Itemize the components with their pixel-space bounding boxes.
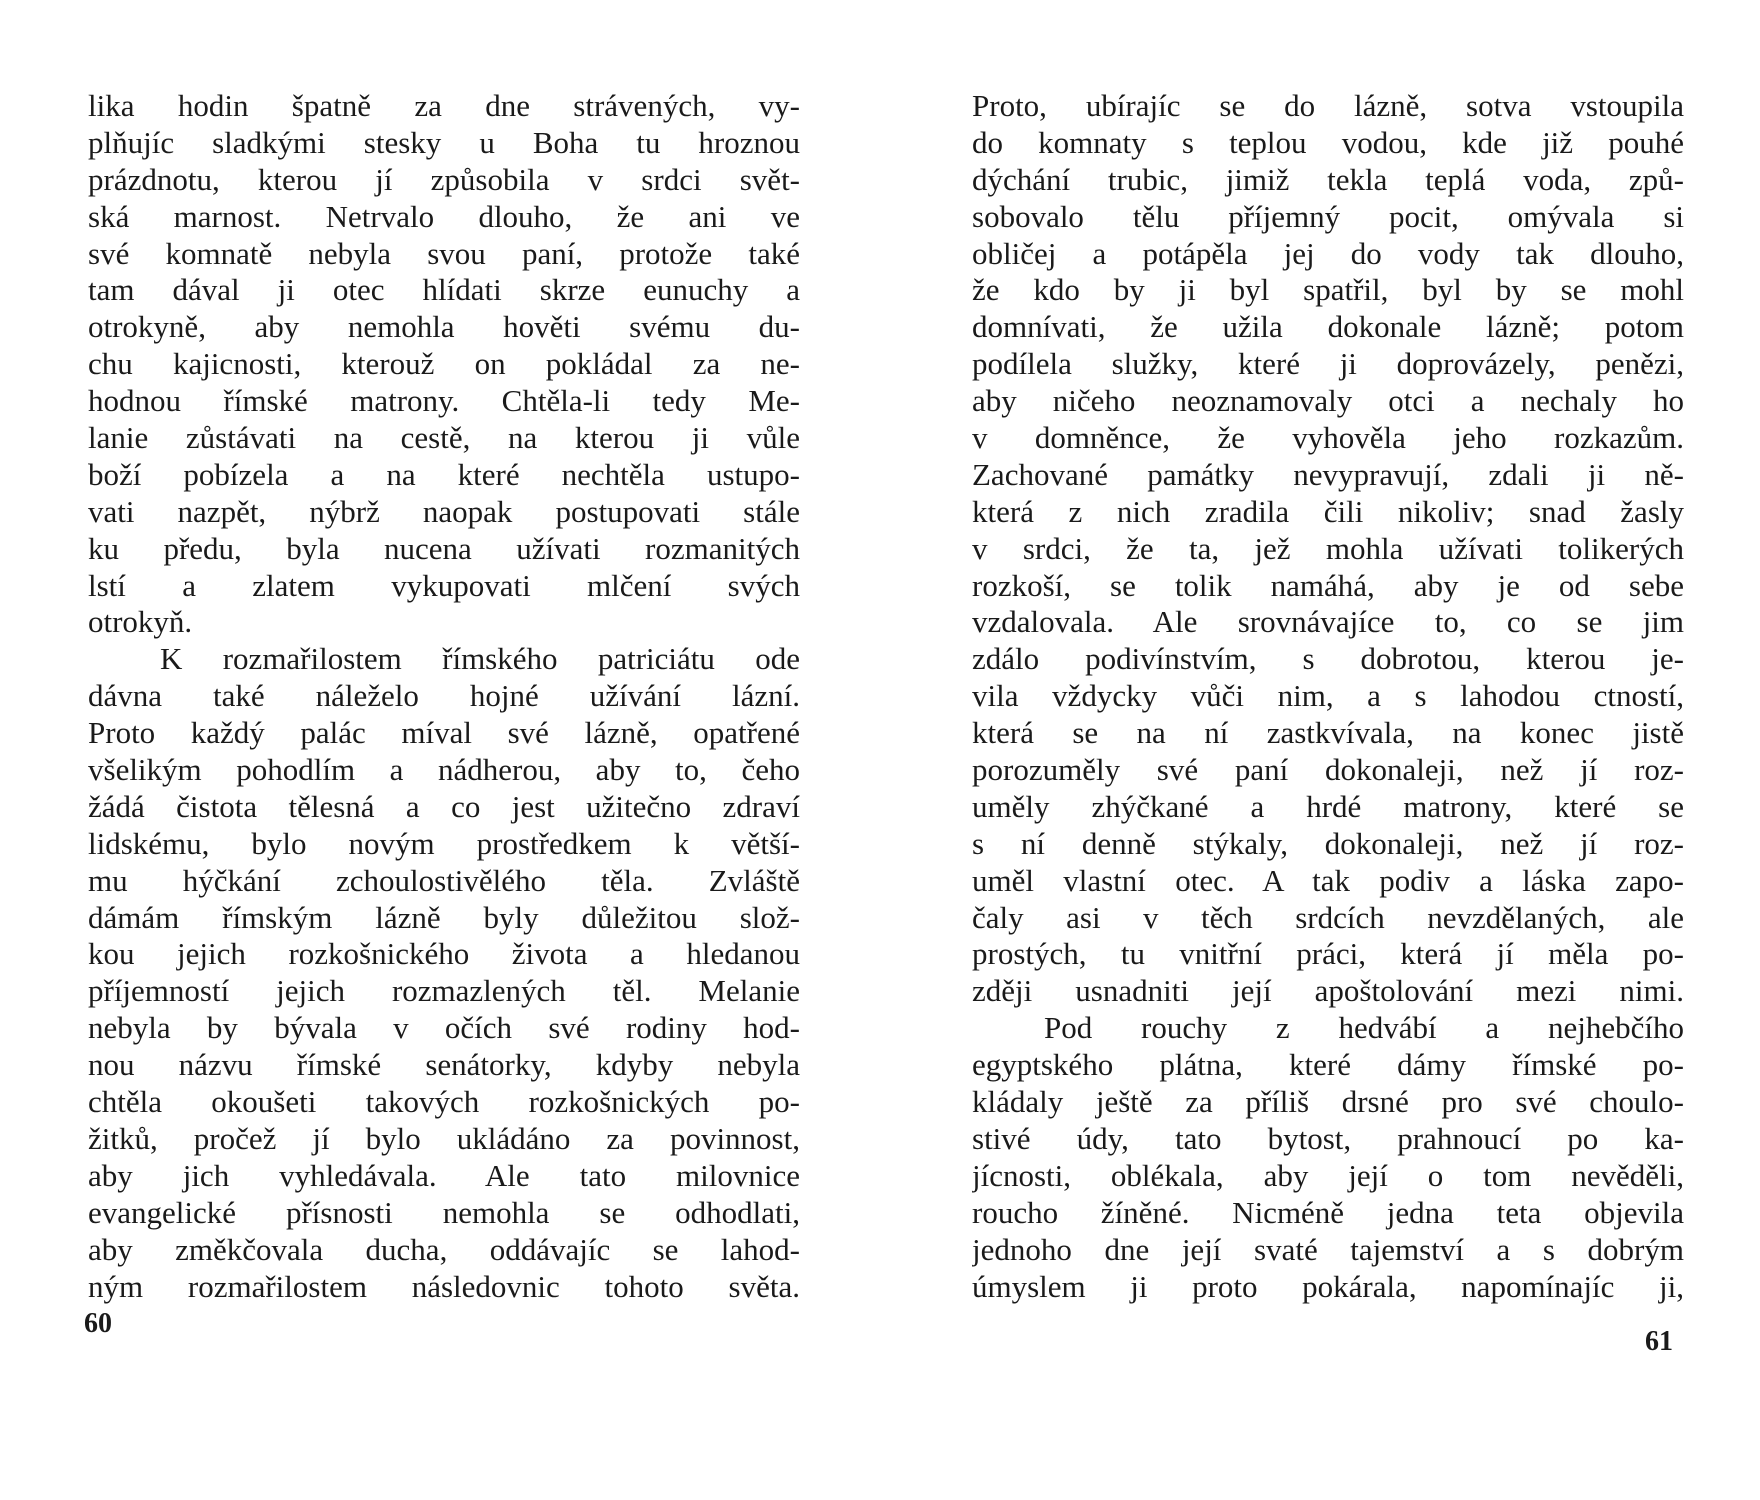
text-line: dávna také náleželo hojné užívání lázní. xyxy=(88,678,800,714)
text-line: lidskému, bylo novým prostředkem k větší- xyxy=(88,825,800,861)
text-line: úmyslem ji proto pokárala, napomínajíc ji, xyxy=(972,1268,1684,1304)
text-line: podílela služky, které ji doprovázely, penězi, xyxy=(972,346,1684,382)
text-line: která se na ní zastkvívala, na konec jistě xyxy=(972,715,1684,751)
text-line: egyptského plátna, které dámy římské po- xyxy=(972,1047,1684,1083)
text-line: boží pobízela a na které nechtěla ustupo- xyxy=(88,456,800,492)
text-line: v srdci, že ta, jež mohla užívati tolikerých xyxy=(972,530,1684,566)
text-line: lika hodin špatně za dne strávených, vy- xyxy=(88,88,800,123)
text-line: nebyla by bývala v očích své rodiny hod- xyxy=(88,1010,800,1046)
text-line: chu kajicnosti, kterouž on pokládal za ne- xyxy=(88,346,800,382)
text-line: do komnaty s teplou vodou, kde již pouhé xyxy=(972,124,1684,160)
text-line: aby změkčovala ducha, oddávajíc se lahod- xyxy=(88,1231,800,1267)
paragraph-first-line: Pod rouchy z hedvábí a nejhebčího xyxy=(1044,1010,1684,1046)
text-line: stivé údy, tato bytost, prahnoucí po ka- xyxy=(972,1120,1684,1156)
text-line: lstí a zlatem vykupovati mlčení svých xyxy=(88,567,800,603)
text-line: s ní denně stýkaly, dokonaleji, než jí roz- xyxy=(972,825,1684,861)
text-line: Zachované památky nevypravují, zdali ji ně- xyxy=(972,456,1684,492)
right-page-text xyxy=(972,88,1684,1305)
text-line: obličej a potápěla jej do vody tak dlouho, xyxy=(972,235,1684,271)
text-line: která z nich zradila čili nikoliv; snad žasly xyxy=(972,493,1684,529)
text-line: rozkoší, se tolik namáhá, aby je od sebe xyxy=(972,567,1684,603)
paragraph-first-line: K rozmařilostem římského patriciátu ode xyxy=(160,641,800,677)
text-line: kládaly ještě za příliš drsné pro své choulo- xyxy=(972,1084,1684,1120)
text-line: prázdnotu, kterou jí způsobila v srdci svět- xyxy=(88,161,800,197)
text-line: sobovalo tělu příjemný pocit, omývala si xyxy=(972,198,1684,234)
text-line: vati nazpět, nýbrž naopak postupovati stále xyxy=(88,493,800,529)
text-line: dýchání trubic, jimiž tekla teplá voda, způ- xyxy=(972,161,1684,197)
text-line: hodnou římské matrony. Chtěla-li tedy Me- xyxy=(88,383,800,419)
text-line: porozuměly své paní dokonaleji, než jí roz- xyxy=(972,752,1684,788)
text-line: mu hýčkání zchoulostivělého těla. Zvláště xyxy=(88,862,800,898)
left-page-text xyxy=(88,88,800,1305)
text-line: ným rozmařilostem následovnic tohoto světa. xyxy=(88,1268,800,1304)
text-line: kou jejich rozkošnického života a hledanou xyxy=(88,936,800,972)
text-line: zději usnadniti její apoštolování mezi nimi. xyxy=(972,973,1684,1009)
text-line: že kdo by ji byl spatřil, byl by se mohl xyxy=(972,272,1684,308)
text-line: čaly asi v těch srdcích nevzdělaných, ale xyxy=(972,899,1684,935)
text-line: lanie zůstávati na cestě, na kterou ji vůle xyxy=(88,420,800,456)
text-line: otrokyň. xyxy=(88,604,193,640)
text-line: vila vždycky vůči nim, a s lahodou ctností, xyxy=(972,678,1684,714)
text-line: žádá čistota tělesná a co jest užitečno zdraví xyxy=(88,788,800,824)
text-line: ská marnost. Netrvalo dlouho, že ani ve xyxy=(88,198,800,234)
text-line: evangelické přísnosti nemohla se odhodlati, xyxy=(88,1194,800,1230)
page-number-left: 60 xyxy=(84,1308,112,1339)
text-line: příjemností jejich rozmazlených těl. Melanie xyxy=(88,973,800,1009)
text-line: chtěla okoušeti takových rozkošnických po- xyxy=(88,1084,800,1120)
text-line: Proto, ubírajíc se do lázně, sotva vstoupila xyxy=(972,88,1684,123)
text-line: v domněnce, že vyhověla jeho rozkazům. xyxy=(972,420,1684,456)
text-line: domnívati, že užila dokonale lázně; potom xyxy=(972,309,1684,345)
page-number-right: 61 xyxy=(1645,1326,1673,1357)
text-line: prostých, tu vnitřní práci, která jí měla po- xyxy=(972,936,1684,972)
text-line: aby jich vyhledávala. Ale tato milovnice xyxy=(88,1157,800,1193)
text-line: otrokyně, aby nemohla hověti svému du- xyxy=(88,309,800,345)
text-line: aby ničeho neoznamovaly otci a nechaly ho xyxy=(972,383,1684,419)
text-line: své komnatě nebyla svou paní, protože také xyxy=(88,235,800,271)
text-line: žitků, pročež jí bylo ukládáno za povinnost, xyxy=(88,1120,800,1156)
text-line: zdálo podivínstvím, s dobrotou, kterou je- xyxy=(972,641,1684,677)
text-line: jícnosti, oblékala, aby její o tom nevěděli, xyxy=(972,1157,1684,1193)
text-line: ku předu, byla nucena užívati rozmanitých xyxy=(88,530,800,566)
text-line: vzdalovala. Ale srovnávajíce to, co se jim xyxy=(972,604,1684,640)
text-line: všelikým pohodlím a nádherou, aby to, čeho xyxy=(88,752,800,788)
text-line: Proto každý palác míval své lázně, opatřené xyxy=(88,715,800,751)
text-line: jednoho dne její svaté tajemství a s dobrým xyxy=(972,1231,1684,1267)
text-line: roucho žíněné. Nicméně jedna teta objevila xyxy=(972,1194,1684,1230)
text-line: dámám římským lázně byly důležitou slož- xyxy=(88,899,800,935)
text-line: uměl vlastní otec. A tak podiv a láska zapo- xyxy=(972,862,1684,898)
text-line: nou názvu římské senátorky, kdyby nebyla xyxy=(88,1047,800,1083)
text-line: uměly zhýčkané a hrdé matrony, které se xyxy=(972,788,1684,824)
text-line: tam dával ji otec hlídati skrze eunuchy a xyxy=(88,272,800,308)
text-line: plňujíc sladkými stesky u Boha tu hroznou xyxy=(88,124,800,160)
